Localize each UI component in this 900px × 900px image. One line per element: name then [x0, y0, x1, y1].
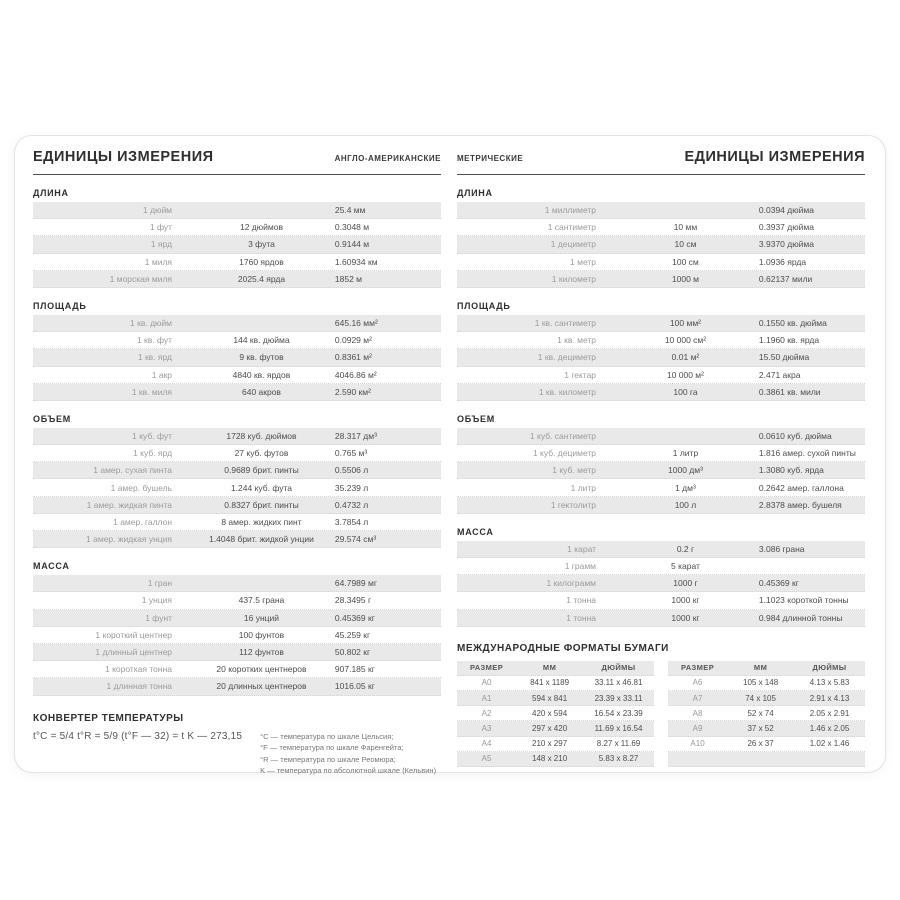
equivalent-cell: 0.2 г: [676, 543, 695, 554]
format-size-cell: A4: [481, 739, 492, 749]
table-row: [33, 644, 441, 661]
equivalent-cell: 0.01 м²: [671, 352, 700, 363]
paper-format-row: [668, 752, 865, 767]
equivalent-cell: 20 длинных центнеров: [216, 681, 307, 692]
format-inches-cell: 23.39 x 33.11: [594, 693, 643, 703]
section-heading: МАССА: [457, 526, 494, 537]
table-row: [457, 428, 865, 445]
equivalent-cell: 4840 кв. ярдов: [232, 369, 291, 380]
format-mm-cell: 594 x 841: [532, 693, 568, 703]
value-cell: 28.317 дм³: [334, 430, 377, 441]
table-row: [457, 315, 865, 332]
value-cell: 1.816 амер. сухой пинты: [758, 448, 856, 459]
unit-cell: 1 литр: [570, 482, 597, 493]
table-row: [457, 384, 865, 401]
paper-format-row: [668, 737, 865, 752]
unit-cell: 1 километр: [551, 273, 597, 284]
table-row: [33, 271, 441, 288]
page-subtitle: АНГЛО-АМЕРИКАНСКИЕ: [334, 154, 441, 163]
equivalent-cell: 640 акров: [241, 386, 281, 397]
format-mm-cell: 841 x 1189: [530, 678, 570, 688]
paper-format-row: [668, 691, 865, 706]
format-inches-cell: 2.05 x 2.91: [809, 708, 850, 718]
unit-cell: 1 куб. дециметр: [532, 448, 597, 459]
paper-formats-heading: МЕЖДУНАРОДНЫЕ ФОРМАТЫ БУМАГИ: [457, 642, 669, 654]
table-row: [33, 219, 441, 236]
unit-cell: 1 килограмм: [546, 578, 597, 589]
temperature-note: °C — температура по шкале Цельсия;: [260, 731, 394, 741]
value-cell: 0.3937 дюйма: [758, 222, 814, 233]
equivalent-cell: 112 фунтов: [239, 647, 284, 658]
equivalent-cell: 20 коротких центнеров: [216, 664, 307, 675]
format-mm-cell: 210 x 297: [532, 739, 568, 749]
format-size-cell: A3: [481, 723, 492, 733]
equivalent-cell: 3 фута: [248, 239, 275, 250]
section-length: [33, 188, 441, 288]
format-inches-cell: 2.91 x 4.13: [809, 693, 850, 703]
equivalent-cell: 12 дюймов: [239, 222, 283, 233]
temperature-note: °F — температура по шкале Фаренгейта;: [260, 743, 404, 753]
table-row: [457, 219, 865, 236]
equivalent-cell: 100 мм²: [669, 318, 701, 329]
mass-table: [457, 541, 865, 627]
unit-cell: 1 миля: [144, 256, 173, 267]
table-row: [33, 254, 441, 271]
unit-cell: 1 кв. километр: [538, 386, 597, 397]
unit-cell: 1 дециметр: [550, 239, 597, 250]
table-row: [33, 592, 441, 609]
unit-cell: 1 акр: [151, 369, 173, 380]
value-cell: 0.3861 кв. мили: [758, 386, 821, 397]
value-cell: 3.9370 дюйма: [758, 239, 814, 250]
table-row: [33, 445, 441, 462]
format-mm-cell: 420 x 594: [532, 708, 568, 718]
value-cell: 0.45369 кг: [334, 612, 375, 623]
equivalent-cell: 100 фунтов: [238, 629, 285, 640]
value-cell: 3.086 грана: [758, 543, 805, 554]
table-row: [33, 367, 441, 384]
paper-format-row: [457, 676, 654, 691]
equivalent-cell: 10 000 м²: [666, 369, 704, 380]
value-cell: 0.8361 м²: [334, 352, 372, 363]
table-row: [457, 367, 865, 384]
page-title: ЕДИНИЦЫ ИЗМЕРЕНИЯ: [33, 149, 214, 165]
value-cell: 0.62137 мили: [758, 273, 813, 284]
format-size-cell: A0: [481, 678, 492, 688]
format-inches-cell: 1.46 x 2.05: [809, 723, 850, 733]
table-row: [457, 332, 865, 349]
equivalent-cell: 1000 дм³: [668, 465, 703, 476]
table-row: [33, 349, 441, 366]
section-volume: [33, 414, 441, 548]
paper-table-a6-a10: [668, 661, 865, 767]
table-row: [33, 678, 441, 695]
format-inches-cell: 1.02 x 1.46: [809, 739, 850, 749]
volume-table: [457, 428, 865, 514]
unit-cell: 1 фут: [149, 222, 173, 233]
section-mass: [457, 527, 865, 627]
value-cell: 0.765 м³: [334, 448, 368, 459]
equivalent-cell: 1000 кг: [671, 612, 700, 623]
table-row: [33, 384, 441, 401]
unit-cell: 1 куб. сантиметр: [529, 430, 597, 441]
format-mm-cell: 74 x 105: [745, 693, 776, 703]
table-row: [33, 332, 441, 349]
value-cell: 0.9144 м: [334, 239, 370, 250]
equivalent-cell: 1000 м: [671, 273, 700, 284]
equivalent-cell: 16 унций: [243, 612, 280, 623]
format-inches-cell: 16.54 x 23.39: [594, 708, 643, 718]
unit-cell: 1 кв. дециметр: [537, 352, 597, 363]
equivalent-cell: 2025.4 ярда: [237, 273, 286, 284]
temperature-note: °R — температура по шкале Реомюра;: [260, 754, 396, 764]
equivalent-cell: 0.8327 брит. пинты: [224, 499, 299, 510]
page-subtitle: МЕТРИЧЕСКИЕ: [457, 154, 524, 163]
column-size: РАЗМЕР: [469, 663, 504, 673]
value-cell: 0.5506 л: [334, 465, 369, 476]
table-row: [457, 479, 865, 496]
volume-table: [33, 428, 441, 548]
equivalent-cell: 1728 куб. дюймов: [226, 430, 297, 441]
paper-format-row: [457, 752, 654, 767]
temperature-heading: КОНВЕРТЕР ТЕМПЕРАТУРЫ: [33, 712, 184, 724]
equivalent-cell: 144 кв. дюйма: [233, 335, 290, 346]
section-volume: [457, 414, 865, 514]
value-cell: 64.7989 мг: [334, 578, 377, 589]
value-cell: 2.471 акра: [758, 369, 801, 380]
unit-cell: 1 фунт: [145, 612, 173, 623]
unit-cell: 1 грамм: [564, 561, 597, 572]
unit-cell: 1 длинная тонна: [106, 681, 173, 692]
format-mm-cell: 297 x 420: [532, 723, 568, 733]
paper-format-row: [668, 706, 865, 721]
value-cell: 29.574 см³: [334, 534, 377, 545]
section-heading: ПЛОЩАДЬ: [457, 300, 511, 311]
equivalent-cell: 27 куб. футов: [234, 448, 289, 459]
unit-cell: 1 миллиметр: [544, 205, 597, 216]
unit-cell: 1 амер. галлон: [113, 516, 173, 527]
area-table: [33, 315, 441, 401]
temperature-notes: [260, 731, 441, 778]
unit-cell: 1 кв. ярд: [137, 352, 173, 363]
unit-cell: 1 амер. жидкая унция: [86, 534, 173, 545]
table-row: [457, 558, 865, 575]
paper-rows: [668, 676, 865, 767]
unit-cell: 1 гектар: [564, 369, 597, 380]
table-row: [33, 479, 441, 496]
table-row: [33, 627, 441, 644]
value-cell: 3.7854 л: [334, 516, 369, 527]
format-size-cell: A10: [690, 739, 705, 749]
value-cell: 15.50 дюйма: [758, 352, 810, 363]
equivalent-cell: 9 кв. футов: [239, 352, 284, 363]
unit-cell: 1 куб. фут: [132, 430, 173, 441]
value-cell: 1.0936 ярда: [758, 256, 807, 267]
unit-cell: 1 морская миля: [109, 273, 173, 284]
unit-cell: 1 куб. метр: [552, 465, 597, 476]
unit-cell: 1 гектолитр: [550, 499, 597, 510]
equivalent-cell: 1 литр: [672, 448, 699, 459]
unit-cell: 1 карат: [567, 543, 597, 554]
paper-tables: [457, 661, 865, 767]
left-page-header: [33, 149, 441, 175]
value-cell: 45.259 кг: [334, 629, 371, 640]
section-heading: ДЛИНА: [33, 188, 69, 198]
column-inches: ДЮЙМЫ: [812, 663, 847, 673]
table-row: [33, 661, 441, 678]
temperature-converter: [33, 713, 441, 778]
temperature-note: K — температура по абсолютной шкале (Кельвин): [260, 766, 437, 776]
table-row: [457, 254, 865, 271]
section-heading: ПЛОЩАДЬ: [33, 300, 87, 311]
table-row: [457, 202, 865, 219]
paper-format-row: [457, 721, 654, 736]
equivalent-cell: 5 карат: [671, 561, 700, 572]
value-cell: 0.45369 кг: [758, 578, 799, 589]
paper-format-row: [668, 676, 865, 691]
equivalent-cell: 1.4048 брит. жидкой унции: [209, 534, 314, 545]
value-cell: 0.3048 м: [334, 222, 370, 233]
table-row: [457, 575, 865, 592]
column-size: РАЗМЕР: [680, 663, 715, 673]
format-size-cell: A2: [481, 708, 492, 718]
table-row: [457, 462, 865, 479]
section-heading: ДЛИНА: [457, 188, 493, 198]
equivalent-cell: 8 амер. жидких пинт: [221, 516, 302, 527]
paper-format-row: [668, 721, 865, 736]
value-cell: 0.0610 куб. дюйма: [758, 430, 832, 441]
value-cell: 645.16 мм²: [334, 318, 378, 329]
equivalent-cell: 100 см: [672, 256, 699, 267]
format-mm-cell: 105 x 148: [743, 678, 779, 688]
format-size-cell: A8: [692, 708, 703, 718]
unit-cell: 1 тонна: [566, 612, 597, 623]
value-cell: 35.239 л: [334, 482, 369, 493]
paper-table-header: [457, 661, 654, 676]
format-inches-cell: 4.13 x 5.83: [809, 678, 850, 688]
table-row: [457, 236, 865, 253]
section-length: [457, 188, 865, 288]
unit-cell: 1 куб. ярд: [133, 448, 173, 459]
value-cell: 907.185 кг: [334, 664, 375, 675]
unit-cell: 1 тонна: [566, 595, 597, 606]
area-table: [457, 315, 865, 401]
equivalent-cell: 1.244 куб. фута: [230, 482, 292, 493]
table-row: [457, 541, 865, 558]
unit-cell: 1 унция: [141, 595, 173, 606]
length-table: [457, 202, 865, 288]
unit-cell: 1 кв. дюйм: [130, 318, 173, 329]
table-row: [33, 462, 441, 479]
value-cell: 1.60934 км: [334, 256, 378, 267]
section-heading: МАССА: [33, 561, 70, 572]
format-mm-cell: 26 x 37: [747, 739, 774, 749]
value-cell: 28.3495 г: [334, 595, 372, 606]
units-page-card: [14, 135, 886, 776]
table-row: [457, 271, 865, 288]
table-row: [33, 497, 441, 514]
equivalent-cell: 0.9689 брит. пинты: [224, 465, 299, 476]
unit-cell: 1 сантиметр: [547, 222, 597, 233]
format-size-cell: A9: [692, 723, 703, 733]
table-row: [457, 349, 865, 366]
format-inches-cell: 8.27 x 11.69: [596, 739, 641, 749]
section-mass: [33, 561, 441, 695]
left-page: [33, 149, 441, 776]
value-cell: 1.1023 короткой тонны: [758, 595, 849, 606]
table-row: [457, 610, 865, 627]
paper-table-header: [668, 661, 865, 676]
table-row: [33, 610, 441, 627]
table-row: [457, 445, 865, 462]
format-size-cell: A6: [692, 678, 703, 688]
value-cell: 2.590 км²: [334, 386, 371, 397]
format-inches-cell: 11.69 x 16.54: [594, 723, 643, 733]
unit-cell: 1 дюйм: [143, 205, 173, 216]
unit-cell: 1 амер. бушель: [110, 482, 173, 493]
equivalent-cell: 10 см: [674, 239, 697, 250]
equivalent-cell: 1 дм³: [675, 482, 696, 493]
paper-table-a0-a5: [457, 661, 654, 767]
value-cell: 50.802 кг: [334, 647, 371, 658]
table-row: [33, 531, 441, 548]
equivalent-cell: 10 000 см²: [664, 335, 707, 346]
table-row: [33, 202, 441, 219]
column-mm: ММ: [542, 663, 557, 673]
value-cell: 0.2642 амер. галлона: [758, 482, 844, 493]
table-row: [457, 497, 865, 514]
equivalent-cell: 1000 кг: [671, 595, 700, 606]
value-cell: 1016.05 кг: [334, 681, 375, 692]
value-cell: 2.8378 амер. бушеля: [758, 499, 842, 510]
table-row: [33, 315, 441, 332]
section-area: [33, 301, 441, 401]
mass-table: [33, 575, 441, 695]
value-cell: 0.0394 дюйма: [758, 205, 814, 216]
table-row: [33, 575, 441, 592]
paper-format-row: [457, 691, 654, 706]
unit-cell: 1 гран: [147, 578, 173, 589]
equivalent-cell: 10 мм: [673, 222, 698, 233]
temperature-body: [33, 731, 441, 778]
value-cell: 0.4732 л: [334, 499, 369, 510]
equivalent-cell: 437.5 грана: [238, 595, 285, 606]
unit-cell: 1 кв. фут: [136, 335, 173, 346]
temperature-formula: t°C = 5/4 t°R = 5/9 (t°F — 32) = t K — 273,15: [33, 730, 243, 742]
format-mm-cell: 52 x 74: [747, 708, 774, 718]
paper-rows: [457, 676, 654, 767]
format-size-cell: A5: [481, 754, 492, 764]
paper-format-row: [457, 706, 654, 721]
column-mm: ММ: [753, 663, 768, 673]
section-heading: ОБЪЕМ: [457, 413, 495, 424]
format-size-cell: A1: [481, 693, 492, 703]
value-cell: 0.1550 кв. дюйма: [758, 318, 827, 329]
equivalent-cell: 1000 г: [673, 578, 698, 589]
unit-cell: 1 ярд: [150, 239, 173, 250]
equivalent-cell: 100 га: [673, 386, 698, 397]
value-cell: 4046.86 м²: [334, 369, 377, 380]
right-page: [457, 149, 865, 772]
unit-cell: 1 метр: [570, 256, 597, 267]
section-area: [457, 301, 865, 401]
table-row: [457, 592, 865, 609]
unit-cell: 1 кв. сантиметр: [534, 318, 597, 329]
unit-cell: 1 короткая тонна: [105, 664, 173, 675]
equivalent-cell: 100 л: [674, 499, 697, 510]
format-size-cell: A7: [692, 693, 703, 703]
page-title: ЕДИНИЦЫ ИЗМЕРЕНИЯ: [684, 149, 865, 165]
unit-cell: 1 длинный центнер: [95, 647, 173, 658]
format-mm-cell: 37 x 52: [747, 723, 774, 733]
paper-format-row: [457, 737, 654, 752]
unit-cell: 1 амер. жидкая пинта: [86, 499, 173, 510]
value-cell: 1.3080 куб. ярда: [758, 465, 824, 476]
section-heading: ОБЪЕМ: [33, 413, 71, 424]
table-row: [33, 236, 441, 253]
paper-formats-section: [457, 643, 865, 767]
value-cell: 0.0929 м²: [334, 335, 372, 346]
value-cell: 0.984 длинной тонны: [758, 612, 843, 623]
column-inches: ДЮЙМЫ: [601, 663, 636, 673]
value-cell: 1852 м: [334, 273, 363, 284]
table-row: [33, 428, 441, 445]
value-cell: 1.1960 кв. ярда: [758, 335, 820, 346]
unit-cell: 1 короткий центнер: [95, 629, 173, 640]
value-cell: 25.4 мм: [334, 205, 366, 216]
unit-cell: 1 амер. сухая пинта: [93, 465, 173, 476]
unit-cell: 1 кв. метр: [557, 335, 597, 346]
unit-cell: 1 кв. миля: [131, 386, 173, 397]
format-inches-cell: 33.11 x 46.81: [594, 678, 643, 688]
format-mm-cell: 148 x 210: [532, 754, 568, 764]
right-page-header: [457, 149, 865, 175]
equivalent-cell: 1760 ярдов: [239, 256, 284, 267]
length-table: [33, 202, 441, 288]
format-inches-cell: 5.83 x 8.27: [598, 754, 639, 764]
table-row: [33, 514, 441, 531]
